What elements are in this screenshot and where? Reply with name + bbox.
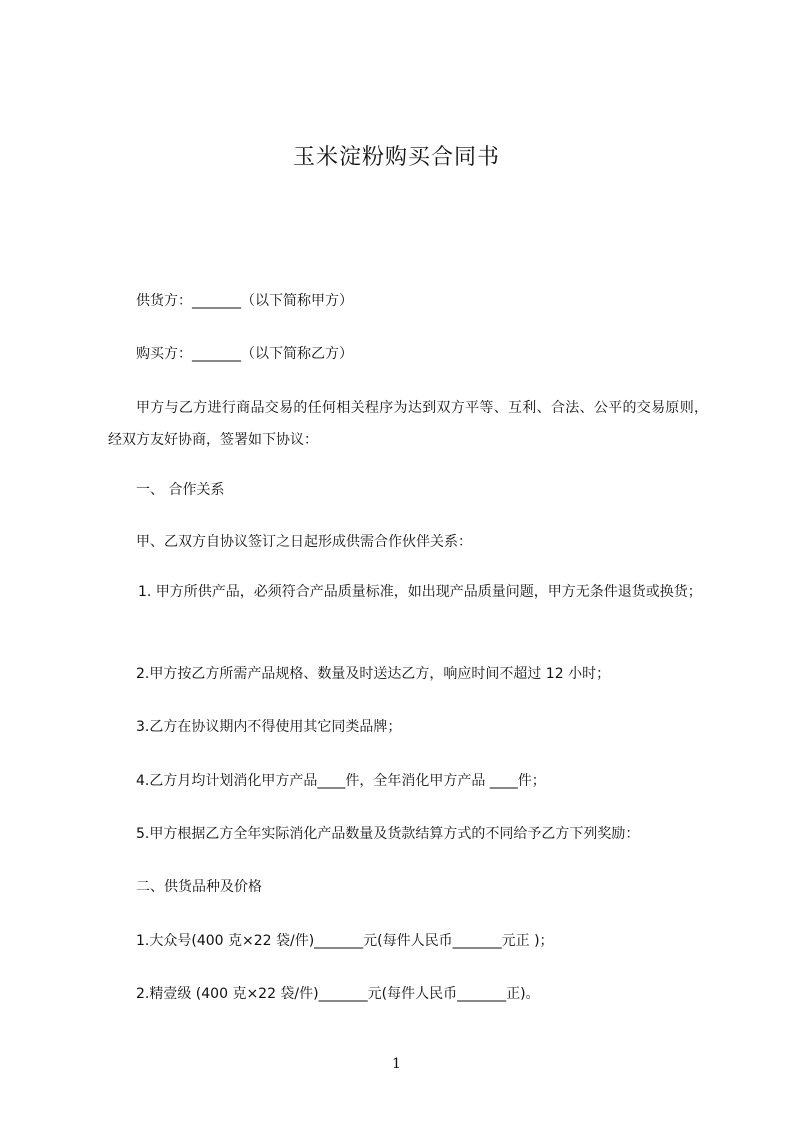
item-4: 4.乙方月均计划消化甲方产品____件，全年消化甲方产品 ____件； — [136, 773, 546, 789]
section1-heading: 一、 合作关系 — [136, 482, 225, 498]
price-line-2: 2.精壹级 (400 克×22 袋/件)_______元(每件人民币_______正)。 — [136, 986, 540, 1002]
item-3: 3.乙方在协议期内不得使用其它同类品牌； — [136, 719, 402, 735]
section1-lead: 甲、乙双方自协议签订之日起形成供需合作伙伴关系： — [136, 534, 472, 550]
price-line-1: 1.大众号(400 克×22 袋/件)_______元(每件人民币_______元正 )； — [136, 933, 554, 949]
item-1: 1. 甲方所供产品，必须符合产品质量标准，如出现产品质量问题，甲方无条件退货或换货； — [138, 584, 702, 600]
buyer-line: 购买方：_______（以下简称乙方） — [136, 346, 353, 362]
item-5: 5.甲方根据乙方全年实际消化产品数量及货款结算方式的不同给予乙方下列奖励： — [136, 826, 640, 842]
section2-heading: 二、供货品种及价格 — [136, 879, 262, 895]
intro-paragraph: 甲方与乙方进行商品交易的任何相关程序为达到双方平等、互利、合法、公平的交易原则，经双方友好协商，签署如下协议： — [108, 400, 708, 448]
supplier-line: 供货方：_______（以下简称甲方） — [136, 293, 353, 309]
page-number: 1 — [392, 1056, 401, 1072]
item-2: 2.甲方按乙方所需产品规格、数量及时送达乙方，响应时间不超过 12 小时； — [136, 666, 611, 682]
document-title: 玉米淀粉购买合同书 — [292, 145, 500, 170]
